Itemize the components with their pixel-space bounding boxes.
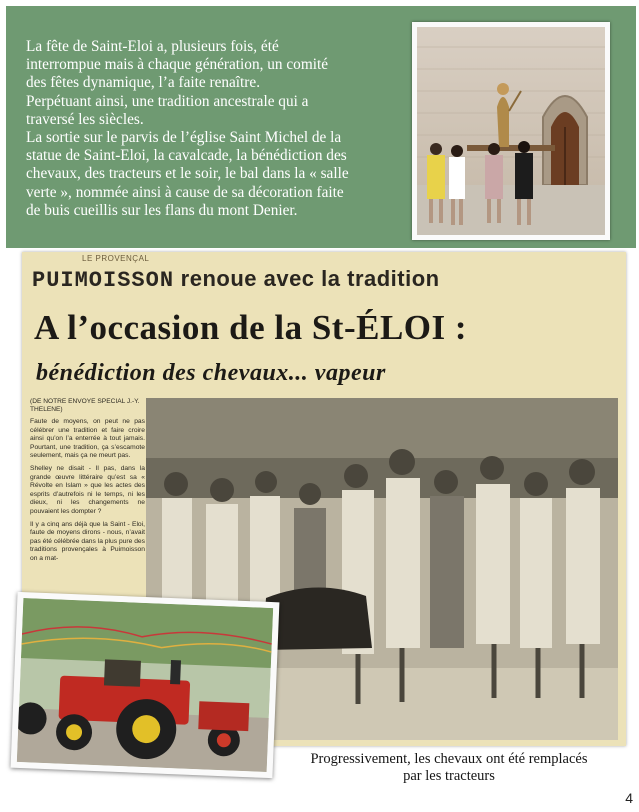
page-number: 4: [625, 790, 633, 806]
article-paragraph: Shelley ne disait - Il pas, dans la grande œuvre littéraire qu’est sa « Révolte en Islam » que les actes des esprits d’autrefois ni le temps, ni les dieux, ni les changements ne pouvaient les dompter ?: [30, 464, 145, 515]
article-byline: (DE NOTRE ENVOYE SPECIAL J.-Y. THELENE): [30, 398, 140, 413]
caption-line: Progressivement, les chevaux ont été remplacés: [310, 751, 588, 767]
headline-rest: renoue avec la tradition: [174, 266, 440, 291]
intro-text: La fête de Saint-Eloi a, plusieurs fois, été interrompue mais à chaque génération, un comité des fêtes dynamique, l’a faite renaître. Perpétuant ainsi, une tradition ancestrale qui a traversé les siècles. La sortie sur le parvis de l’église Saint Michel de la statue de Saint-Eloi, la cavalcade, la bénédiction des chevaux, des tracteurs et le soir, le bal dans la « salle verte », nommée ainsi à cause de sa décoration faite de buis cueillis sur les flans du mont Denier.: [26, 38, 349, 219]
headline-main: A l’occasion de la St-ÉLOI :: [34, 308, 468, 347]
church-procession-photo: [412, 22, 610, 240]
article-paragraph: Faute de moyens, on peut ne pas célébrer une tradition et faire croire ainsi qu’on l’a enterrée à tout jamais. Pourtant, une tradition, ça s’escamote seulement, mais ça ne meurt pas.: [30, 418, 145, 460]
tractor-caption: [276, 751, 622, 785]
caption-line: par les tracteurs: [403, 768, 495, 784]
article-column: [30, 418, 145, 568]
newspaper-name: LE PROVENÇAL: [82, 254, 150, 263]
headline-sub: bénédiction des chevaux... vapeur: [36, 360, 386, 386]
headline-top: [32, 266, 440, 293]
tractor-photo-image: [17, 598, 273, 772]
headline-town: PUIMOISSON: [32, 268, 175, 293]
tractor-photo: [11, 592, 280, 778]
article-paragraph: Il y a cinq ans déjà que la Saint - Eloi, faute de moyens dirons - nous, n’avait pas été célébrée dans la plus pure des traditions provençales à Puimoisson on a mat-: [30, 520, 145, 562]
church-procession-photo-image: [417, 27, 605, 235]
